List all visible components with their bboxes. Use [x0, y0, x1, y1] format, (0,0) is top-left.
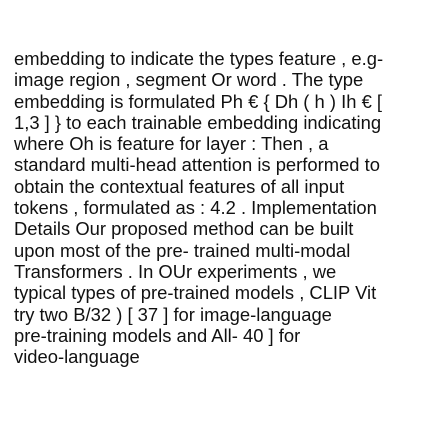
text-line: obtain the contextual features of all input — [14, 175, 345, 197]
text-line: embedding is formulated Ph € { Dh ( h ) Ih € [ — [14, 90, 383, 112]
text-line: video-language — [14, 346, 140, 368]
paragraph-text — [14, 48, 444, 367]
text-line: Details Our proposed method can be built — [14, 218, 354, 240]
text-line: image region , segment Or word . The type — [14, 69, 364, 91]
text-line: 1,3 ] } to each trainable embedding indicating — [14, 111, 382, 133]
text-line: upon most of the pre- trained multi-modal — [14, 239, 351, 261]
text-line: tokens , formulated as : 4.2 . Implementation — [14, 197, 377, 219]
text-line: standard multi-head attention is performed to — [14, 154, 380, 176]
text-line: typical types of pre-trained models , CLIP Vit — [14, 282, 377, 304]
text-line: Transformers . In OUr experiments , we — [14, 260, 337, 282]
text-line: try two B/32 ) [ 37 ] for image-language — [14, 303, 332, 325]
text-line: where Oh is feature for layer : Then , a — [14, 133, 329, 155]
text-line: embedding to indicate the types feature , e.g- — [14, 48, 384, 69]
text-line: pre-training models and All- 40 ] for — [14, 324, 301, 346]
